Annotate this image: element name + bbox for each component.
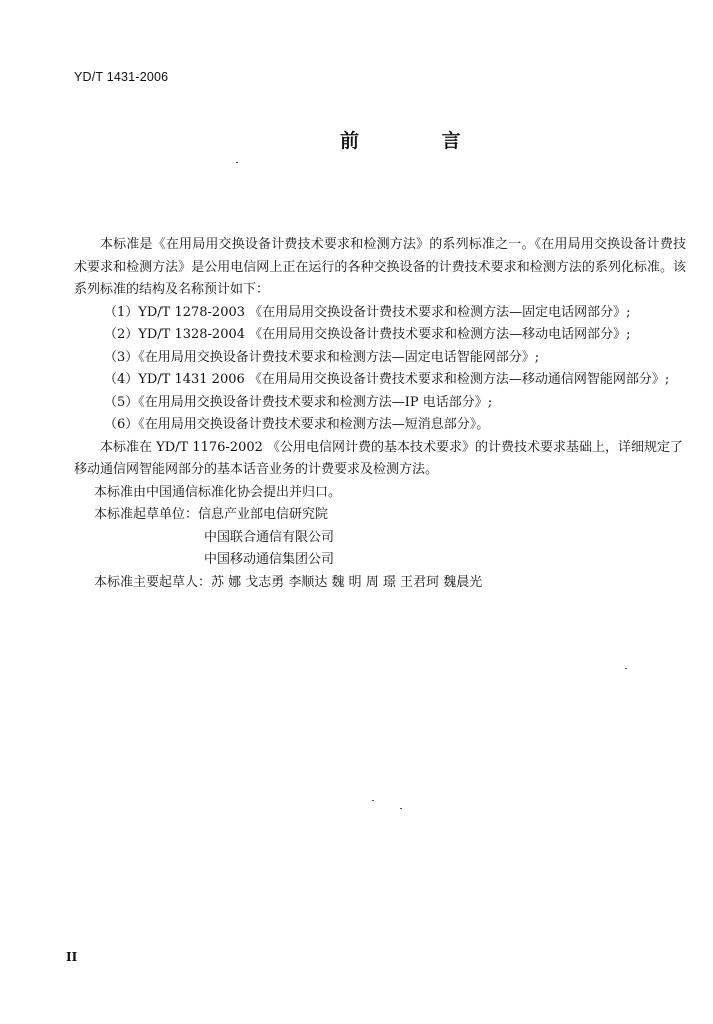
drafting-units-row [74,504,686,527]
series-item-2: （2）YD/T 1328-2004 《在用局用交换设备计费技术要求和检测方法—移动电话网部分》; [104,327,631,342]
series-item-6: （6）《在用局用交换设备计费技术要求和检测方法—短消息部分》。 [104,417,490,432]
series-item-5: （5）《在用局用交换设备计费技术要求和检测方法—IP 电话部分》; [104,394,493,410]
series-item-1: （1）YD/T 1278-2003 《在用局用交换设备计费技术要求和检测方法—固定电话网部分》; [104,304,631,320]
drafters-line: 本标准主要起草人：苏 娜 戈志勇 李顺达 魏 明 周 璟 王君珂 魏晨光 [94,574,483,590]
foreword-body [74,234,686,594]
scan-speck [625,668,627,669]
standard-code: YD/T 1431-2006 [74,70,169,84]
basis-paragraph: 本标准在 YD/T 1176-2002 《公用电信网计费的基本技术要求》的计费技术要求基础上，详细规定了移动通信网智能网部分的基本话音业务的计费要求及检测方法。 [74,439,684,477]
intro-paragraph: 本标准是《在用局用交换设备计费技术要求和检测方法》的系列标准之一。《在用局用交换设备计费技术要求和检测方法》是公用电信网上正在运行的各种交换设备的计费技术要求和检测方法的系列化标准。该系列标准的结构及名称预计如下： [74,237,686,297]
drafting-units-label: 本标准起草单位： [94,507,199,522]
page-title: 前 言 [340,130,499,152]
drafting-unit-2: 中国联合通信有限公司 [204,529,335,545]
scan-speck [400,808,402,809]
page-number: II [66,950,78,964]
drafting-unit-1: 信息产业部电信研究院 [198,507,329,522]
series-item-4: （4）YD/T 1431 2006 《在用局用交换设备计费技术要求和检测方法—移动通信网智能网部分》; [104,372,670,387]
series-item-3: （3）《在用局用交换设备计费技术要求和检测方法—固定电话智能网部分》; [104,349,540,365]
scan-speck [236,162,238,163]
scan-speck [372,800,374,801]
drafting-unit-3: 中国移动通信集团公司 [204,552,335,567]
proposed-by: 本标准由中国通信标准化协会提出并归口。 [94,484,342,500]
